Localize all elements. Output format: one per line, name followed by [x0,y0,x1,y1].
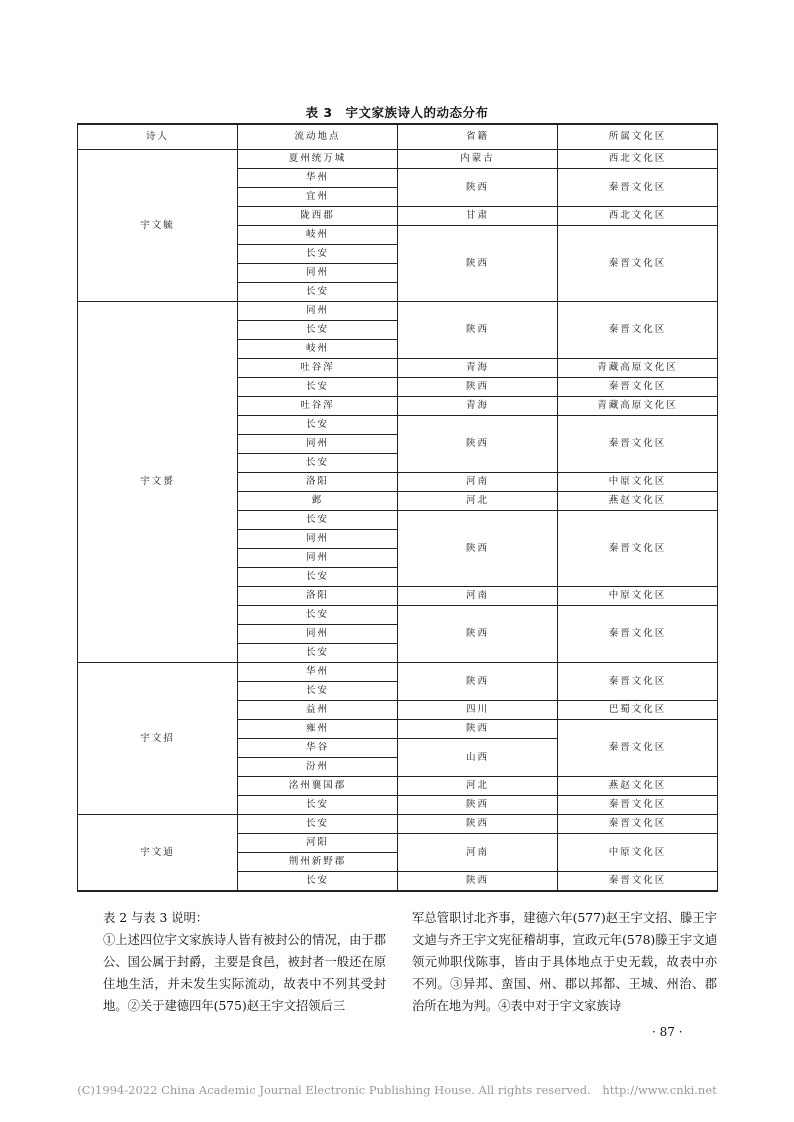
province-cell: 河南 [398,587,558,606]
province-cell: 陕西 [398,796,558,815]
zone-cell: 秦晋文化区 [558,302,718,359]
zone-cell: 中原文化区 [558,587,718,606]
location-cell: 同州 [238,435,398,454]
province-cell: 陕西 [398,416,558,473]
zone-cell: 秦晋文化区 [558,416,718,473]
zone-cell: 燕赵文化区 [558,492,718,511]
province-cell: 河北 [398,492,558,511]
zone-cell: 秦晋文化区 [558,226,718,302]
location-cell: 长安 [238,378,398,397]
location-cell: 长安 [238,872,398,892]
province-cell: 陕西 [398,720,558,739]
location-cell: 吐谷浑 [238,397,398,416]
notes-heading: 表 2 与表 3 说明： [103,911,209,925]
location-cell: 长安 [238,283,398,302]
location-cell: 长安 [238,682,398,701]
location-cell: 河阳 [238,834,398,853]
province-cell: 河北 [398,777,558,796]
location-cell: 长安 [238,796,398,815]
province-cell: 陕西 [398,302,558,359]
location-cell: 长安 [238,644,398,663]
poet-cell: 宇文招 [78,663,238,815]
zone-cell: 秦晋文化区 [558,720,718,777]
copyright-footer: (C)1994-2022 China Academic Journal Electronic Publishing House. All rights reserved. http://www.cnki.net [77,1083,717,1097]
location-cell: 长安 [238,454,398,473]
location-cell: 华州 [238,169,398,188]
poet-cell: 宇文赟 [78,302,238,663]
province-cell: 青海 [398,397,558,416]
province-cell: 陕西 [398,378,558,397]
table-row [78,663,718,682]
location-cell: 同州 [238,264,398,283]
zone-cell: 中原文化区 [558,473,718,492]
location-cell: 宜州 [238,188,398,207]
location-cell: 吐谷浑 [238,359,398,378]
location-cell: 同州 [238,549,398,568]
province-cell: 陕西 [398,815,558,834]
zone-cell: 燕赵文化区 [558,777,718,796]
zone-cell: 秦晋文化区 [558,815,718,834]
location-cell: 岐州 [238,226,398,245]
location-cell: 岐州 [238,340,398,359]
location-cell: 长安 [238,568,398,587]
province-cell: 陕西 [398,511,558,587]
location-cell: 洛阳 [238,473,398,492]
zone-cell: 西北文化区 [558,150,718,169]
zone-cell: 秦晋文化区 [558,663,718,701]
province-cell: 陕西 [398,872,558,892]
location-cell: 华州 [238,663,398,682]
province-cell: 甘肃 [398,207,558,226]
header-poet: 诗人 [78,124,238,150]
province-cell: 陕西 [398,663,558,701]
location-cell: 邺 [238,492,398,511]
table-title: 表 3 宇文家族诗人的动态分布 [305,105,489,120]
zone-cell: 巴蜀文化区 [558,701,718,720]
province-cell: 河南 [398,834,558,872]
province-cell: 河南 [398,473,558,492]
location-cell: 长安 [238,245,398,264]
location-cell: 同州 [238,302,398,321]
location-cell: 长安 [238,321,398,340]
poet-cell: 宇文逌 [78,815,238,892]
province-cell: 青海 [398,359,558,378]
header-culture-zone: 所属文化区 [558,124,718,150]
location-cell: 长安 [238,606,398,625]
location-cell: 洺州襄国郡 [238,777,398,796]
location-cell: 同州 [238,625,398,644]
page-number: · 87 · [652,1025,683,1039]
zone-cell: 秦晋文化区 [558,606,718,663]
location-cell: 荆州新野郡 [238,853,398,872]
distribution-table [77,123,718,892]
notes-right-column [412,907,717,1017]
zone-cell: 青藏高原文化区 [558,359,718,378]
location-cell: 长安 [238,416,398,435]
zone-cell: 秦晋文化区 [558,378,718,397]
zone-cell: 中原文化区 [558,834,718,872]
province-cell: 陕西 [398,169,558,207]
location-cell: 汾州 [238,758,398,777]
province-cell: 陕西 [398,226,558,302]
province-cell: 内蒙古 [398,150,558,169]
province-cell: 四川 [398,701,558,720]
zone-cell: 秦晋文化区 [558,511,718,587]
location-cell: 同州 [238,530,398,549]
zone-cell: 西北文化区 [558,207,718,226]
zone-cell: 青藏高原文化区 [558,397,718,416]
notes-paragraph-continued: 军总管职讨北齐事，建德六年(577)赵王宇文招、滕王宇文逌与齐王宇文宪征稽胡事，宣政元年(578)滕王宇文逌领元帅职伐陈事，皆由于具体地点于史无载，故表中亦不列。③异邦、蛮国、州、郡以邦都、王城、州治、郡治所在地为判。④表中对于宇文家族诗 [412,911,717,1013]
location-cell: 夏州统万城 [238,150,398,169]
location-cell: 雍州 [238,720,398,739]
province-cell: 陕西 [398,606,558,663]
location-cell: 益州 [238,701,398,720]
table-row [78,150,718,169]
notes-paragraph: ①上述四位宇文家族诗人皆有被封公的情况，由于郡公、国公属于封爵，主要是食邑，被封者一般还在原住地生活，并未发生实际流动，故表中不列其受封地。②关于建德四年(575)赵王宇文招领后三 [103,933,386,1013]
location-cell: 陇西郡 [238,207,398,226]
zone-cell: 秦晋文化区 [558,796,718,815]
table-row [78,302,718,321]
location-cell: 洛阳 [238,587,398,606]
location-cell: 长安 [238,511,398,530]
header-location: 流动地点 [238,124,398,150]
header-province: 省籍 [398,124,558,150]
table-header-row [78,124,718,150]
notes-left-column [103,907,386,1017]
poet-cell: 宇文毓 [78,150,238,302]
location-cell: 华谷 [238,739,398,758]
table-row [78,815,718,834]
zone-cell: 秦晋文化区 [558,872,718,892]
location-cell: 长安 [238,815,398,834]
zone-cell: 秦晋文化区 [558,169,718,207]
province-cell: 山西 [398,739,558,777]
